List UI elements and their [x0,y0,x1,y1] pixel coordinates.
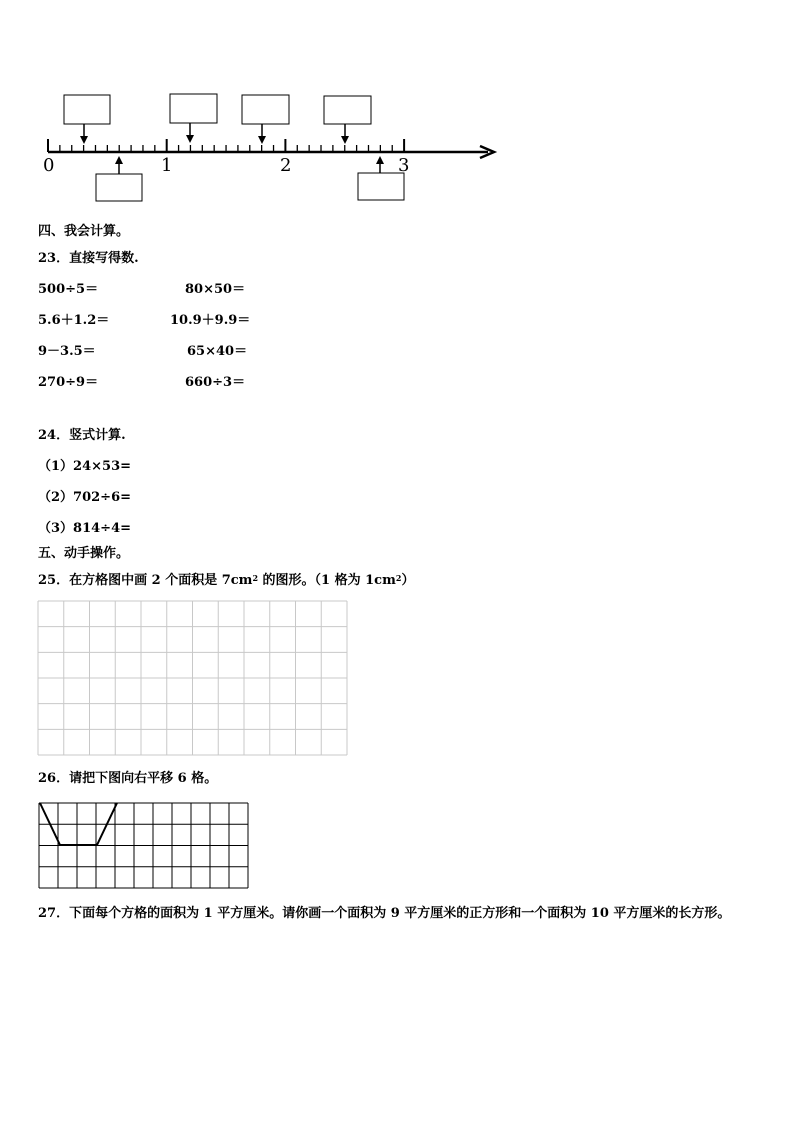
q23-left-3: 9－3.5＝ [38,344,96,359]
number-line-label-2: 2 [280,155,292,176]
q27-title: 27．下面每个方格的面积为 1 平方厘米。请你画一个面积为 9 平方厘米的正方形和一个面积为 10 平方厘米的长方形。 [38,906,731,921]
q25-title: 25．在方格图中画 2 个面积是 $7cm^2$ 的图形。（1 格为 $1cm^2$） [38,573,415,588]
answer-box-above-2[interactable] [170,94,217,143]
q23-right-3: 65×40＝ [187,344,248,359]
q24-item-3: （3）814÷4= [38,521,132,536]
section4-heading: 四、我会计算。 [38,224,130,239]
answer-box-above-4[interactable] [324,96,371,144]
q23-right-1: 80×50＝ [185,282,246,297]
number-line-label-0: 0 [43,155,55,176]
q23-title: 23．直接写得数. [38,251,139,266]
q26-title: 26．请把下图向右平移 6 格。 [38,771,218,786]
answer-box-above-1[interactable] [64,95,110,144]
q24-item-1: （1）24×53= [38,459,132,474]
q23-left-4: 270÷9＝ [38,375,99,390]
q23-left-1: 500÷5＝ [38,282,99,297]
answer-box-below-1[interactable] [96,156,142,201]
q23-left-2: 5.6＋1.2＝ [38,313,110,328]
q24-item-2: （2）702÷6= [38,490,132,505]
number-line-label-3: 3 [398,155,410,176]
q23-right-2: 10.9＋9.9＝ [170,313,251,328]
number-line-label-1: 1 [161,155,173,176]
q24-title: 24．竖式计算. [38,428,126,443]
number-line-ticks [48,139,404,152]
section5-heading: 五、动手操作。 [38,546,130,561]
q23-right-4: 660÷3＝ [185,375,246,390]
answer-box-above-3[interactable] [242,95,289,144]
q25-square-grid[interactable] [38,601,347,755]
